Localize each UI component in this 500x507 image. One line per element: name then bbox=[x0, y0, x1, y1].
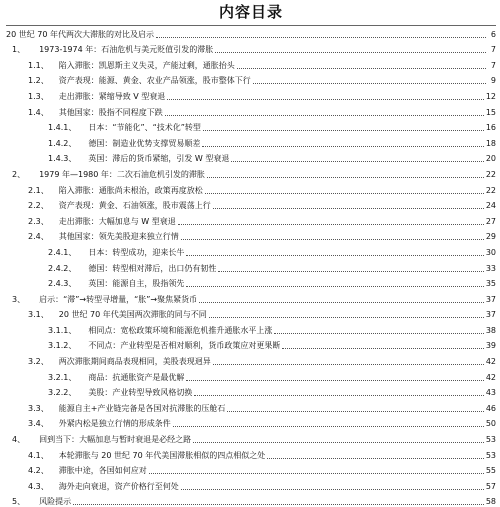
toc-entry-page: 20 bbox=[485, 154, 496, 164]
toc-entry-page: 42 bbox=[485, 357, 496, 367]
toc-entry[interactable] bbox=[6, 242, 496, 258]
toc-entry-text: 陷入滞胀：通胀尚未根治，政策再度放松 bbox=[58, 185, 203, 195]
toc-entry-text: 20 世纪 70 年代美国两次滞胀的同与不同 bbox=[58, 310, 207, 320]
toc-entry-number: 1.3、 bbox=[28, 91, 49, 101]
toc-entry-number: 3.1、 bbox=[28, 310, 49, 320]
toc-entry[interactable] bbox=[6, 383, 496, 399]
toc-entry-text: 资产表现：黄金、石油领涨，股市震荡上行 bbox=[58, 201, 211, 211]
toc-dot-leader bbox=[274, 333, 483, 334]
toc-dot-leader bbox=[215, 52, 486, 53]
toc-entry[interactable] bbox=[6, 274, 496, 290]
toc-entry-text: 商品：抗通胀资产是最优解 bbox=[88, 372, 185, 382]
toc-dot-leader bbox=[202, 146, 483, 147]
toc-entry-text: 海外走向衰退，资产价格行至何处 bbox=[58, 481, 179, 491]
toc-entry[interactable] bbox=[6, 461, 496, 477]
toc-entry-text: 英国：能源自主，股指领先 bbox=[88, 279, 185, 289]
toc-entry[interactable] bbox=[6, 149, 496, 165]
toc-entry-number: 2.4、 bbox=[28, 232, 49, 242]
toc-entry-text: 德国：转型相对滞后，出口仍有韧性 bbox=[88, 263, 217, 273]
toc-entry-text: 陷入滞胀：凯恩斯主义失灵，产能过剩，通胀抬头 bbox=[58, 60, 235, 70]
toc-entry-page: 27 bbox=[485, 216, 496, 226]
toc-entry-number: 4.2、 bbox=[28, 466, 49, 476]
toc-entry-text: 外紧内松是独立行情的形成条件 bbox=[58, 419, 171, 429]
toc-dot-leader bbox=[253, 83, 486, 84]
toc-entry-number: 3.2.1、 bbox=[48, 372, 77, 382]
toc-entry-number: 1.2、 bbox=[28, 76, 49, 86]
toc-entry-number: 5、 bbox=[12, 497, 26, 507]
toc-entry[interactable] bbox=[6, 211, 496, 227]
toc-entry-text: 风险提示 bbox=[39, 497, 72, 507]
toc-entry-text: 本轮滞胀与 20 世纪 70 年代美国滞胀相似的四点相似之处 bbox=[58, 450, 266, 460]
toc-dot-leader bbox=[181, 489, 484, 490]
toc-dot-leader bbox=[186, 286, 483, 287]
toc-entry-text: 英国：滞后的货币紧缩，引发 W 型衰退 bbox=[88, 154, 230, 164]
toc-entry-number: 2.1、 bbox=[28, 185, 49, 195]
toc-dot-leader bbox=[167, 99, 484, 100]
toc-entry-page: 37 bbox=[485, 310, 496, 320]
toc-entry[interactable] bbox=[6, 429, 496, 445]
toc-entry-text: 美股：产业转型导致风格切换 bbox=[88, 388, 193, 398]
toc-entry-number: 2.2、 bbox=[28, 201, 49, 211]
toc-entry[interactable] bbox=[6, 398, 496, 414]
toc-entry-number: 2、 bbox=[12, 169, 26, 179]
toc-entry-text: 滞胀中途，各国如何应对 bbox=[58, 466, 147, 476]
toc-title: 内容目录 bbox=[218, 3, 283, 21]
toc-dot-leader bbox=[73, 504, 484, 505]
toc-entry[interactable] bbox=[6, 445, 496, 461]
toc-entry-page: 16 bbox=[485, 123, 496, 133]
toc-entry-page: 42 bbox=[485, 372, 496, 382]
toc-dot-leader bbox=[213, 208, 484, 209]
toc-entry-page: 9 bbox=[490, 76, 496, 86]
toc-entry-page: 53 bbox=[485, 450, 496, 460]
toc-entry[interactable] bbox=[6, 118, 496, 134]
toc-entry-number: 4、 bbox=[12, 435, 26, 445]
toc-entry-number: 3.4、 bbox=[28, 419, 49, 429]
toc-entry-page: 15 bbox=[485, 107, 496, 117]
toc-entry-page: 57 bbox=[485, 481, 496, 491]
toc-entry-number: 4.3、 bbox=[28, 481, 49, 491]
toc-entry-number: 2.4.2、 bbox=[48, 263, 77, 273]
toc-entry-text: 不同点：产业转型是否相对顺利，货币政策应对更果断 bbox=[88, 341, 281, 351]
toc-dot-leader bbox=[186, 380, 483, 381]
toc-entry-page: 39 bbox=[485, 341, 496, 351]
toc-entry-number: 3.3、 bbox=[28, 403, 49, 413]
toc-entry-page: 58 bbox=[485, 497, 496, 507]
toc-entry-page: 22 bbox=[485, 169, 496, 179]
toc-dot-leader bbox=[207, 177, 484, 178]
toc-entry-text: 能源自主+产业链完备是各国对抗滞胀的压舱石 bbox=[58, 403, 226, 413]
toc-entry[interactable] bbox=[6, 71, 496, 87]
toc-entry-page: 38 bbox=[485, 325, 496, 335]
toc-entry-text: 日本：转型成功，迎来长牛 bbox=[88, 247, 185, 257]
toc-entry[interactable] bbox=[6, 55, 496, 71]
toc-entry[interactable] bbox=[6, 476, 496, 492]
toc-dot-leader bbox=[282, 348, 483, 349]
toc-list bbox=[6, 24, 496, 507]
toc-dot-leader bbox=[205, 193, 484, 194]
toc-entry-page: 37 bbox=[485, 294, 496, 304]
toc-dot-leader bbox=[209, 317, 484, 318]
toc-dot-leader bbox=[194, 395, 483, 396]
toc-entry-number: 1.4.3、 bbox=[48, 154, 77, 164]
toc-entry-page: 43 bbox=[485, 388, 496, 398]
toc-entry-page: 46 bbox=[485, 403, 496, 413]
toc-entry-text: 1979 年—1980 年：二次石油危机引发的滞胀 bbox=[39, 169, 205, 179]
toc-entry-number: 3.1.2、 bbox=[48, 341, 77, 351]
toc-entry-page: 53 bbox=[485, 435, 496, 445]
toc-entry-page: 18 bbox=[485, 138, 496, 148]
toc-entry-number: 2.4.1、 bbox=[48, 247, 77, 257]
toc-entry-number: 3.2、 bbox=[28, 357, 49, 367]
toc-dot-leader bbox=[165, 115, 484, 116]
toc-entry-text: 启示：“滞”→转型寻增量，“胀”→聚焦紧货币 bbox=[39, 294, 198, 304]
toc-dot-leader bbox=[186, 255, 483, 256]
toc-dot-leader bbox=[181, 239, 484, 240]
toc-entry-text: 1973-1974 年：石油危机与美元贬值引发的滞胀 bbox=[39, 45, 214, 55]
toc-entry-number: 1.1、 bbox=[28, 60, 49, 70]
toc-entry-text: 走出滞胀：紧缩导致 V 型衰退 bbox=[58, 91, 166, 101]
toc-entry-number: 2.3、 bbox=[28, 216, 49, 226]
toc-entry[interactable] bbox=[6, 367, 496, 383]
toc-entry-page: 30 bbox=[485, 247, 496, 257]
toc-entry-page: 7 bbox=[490, 45, 496, 55]
toc-entry-text: 相同点：宽松政策环境和能源危机推升通胀水平上涨 bbox=[88, 325, 273, 335]
toc-entry[interactable] bbox=[6, 351, 496, 367]
toc-dot-leader bbox=[203, 130, 484, 131]
toc-entry[interactable] bbox=[6, 24, 496, 40]
toc-entry-text: 两次滞胀期间商品表现相同，美股表现迥异 bbox=[58, 357, 211, 367]
toc-dot-leader bbox=[237, 68, 486, 69]
toc-entry[interactable] bbox=[6, 133, 496, 149]
toc-entry-text: 回到当下：大幅加息与暂时衰退是必经之路 bbox=[39, 435, 192, 445]
toc-entry[interactable] bbox=[6, 180, 496, 196]
toc-entry-page: 6 bbox=[490, 29, 496, 39]
toc-entry-number: 1、 bbox=[12, 45, 26, 55]
toc-entry-page: 55 bbox=[485, 466, 496, 476]
toc-entry-text: 德国：制造业优势支撑贸易顺差 bbox=[88, 138, 201, 148]
toc-dot-leader bbox=[156, 37, 486, 38]
toc-entry[interactable] bbox=[6, 196, 496, 212]
toc-entry-number: 4.1、 bbox=[28, 450, 49, 460]
toc-entry-number: 1.4、 bbox=[28, 107, 49, 117]
toc-entry[interactable] bbox=[6, 102, 496, 118]
toc-entry-number: 1.4.2、 bbox=[48, 138, 77, 148]
toc-entry-page: 29 bbox=[485, 232, 496, 242]
toc-dot-leader bbox=[213, 364, 484, 365]
toc-entry[interactable] bbox=[6, 164, 496, 180]
toc-entry-text: 其他国家：股指不同程度下跌 bbox=[58, 107, 163, 117]
toc-dot-leader bbox=[218, 271, 483, 272]
toc-entry[interactable] bbox=[6, 227, 496, 243]
toc-entry-text: 资产表现：能源、黄金、农业产品领涨，股市整体下行 bbox=[58, 76, 251, 86]
toc-entry-page: 35 bbox=[485, 279, 496, 289]
toc-entry-page: 7 bbox=[490, 60, 496, 70]
toc-entry[interactable] bbox=[6, 40, 496, 56]
toc-entry-number: 3、 bbox=[12, 294, 26, 304]
toc-dot-leader bbox=[199, 302, 484, 303]
toc-entry-text: 走出滞胀：大幅加息与 W 型衰退 bbox=[58, 216, 176, 226]
toc-entry-number: 1.4.1、 bbox=[48, 123, 77, 133]
toc-entry[interactable] bbox=[6, 258, 496, 274]
toc-entry[interactable] bbox=[6, 414, 496, 430]
toc-entry-page: 50 bbox=[485, 419, 496, 429]
toc-entry-page: 24 bbox=[485, 201, 496, 211]
toc-dot-leader bbox=[149, 473, 484, 474]
toc-entry-text: 日本：“节能化”、“技术化”转型 bbox=[88, 123, 201, 133]
toc-entry[interactable] bbox=[6, 289, 496, 305]
toc-entry-text: 其他国家：领先美股迎来独立行情 bbox=[58, 232, 179, 242]
toc-entry-number: 2.4.3、 bbox=[48, 279, 77, 289]
toc-entry[interactable] bbox=[6, 305, 496, 321]
toc-dot-leader bbox=[178, 224, 484, 225]
toc-dot-leader bbox=[173, 426, 484, 427]
toc-dot-leader bbox=[231, 161, 483, 162]
toc-entry[interactable] bbox=[6, 336, 496, 352]
toc-entry[interactable] bbox=[6, 320, 496, 336]
toc-entry[interactable] bbox=[6, 492, 496, 507]
toc-dot-leader bbox=[227, 411, 483, 412]
toc-entry-number: 3.2.2、 bbox=[48, 388, 77, 398]
toc-entry-number: 3.1.1、 bbox=[48, 325, 77, 335]
toc-dot-leader bbox=[193, 442, 484, 443]
toc-entry[interactable] bbox=[6, 86, 496, 102]
toc-entry-text: 20 世纪 70 年代两次大滞胀的对比及启示 bbox=[6, 29, 154, 39]
toc-entry-page: 22 bbox=[485, 185, 496, 195]
toc-dot-leader bbox=[267, 458, 484, 459]
toc-entry-page: 33 bbox=[485, 263, 496, 273]
toc-entry-page: 12 bbox=[485, 91, 496, 101]
